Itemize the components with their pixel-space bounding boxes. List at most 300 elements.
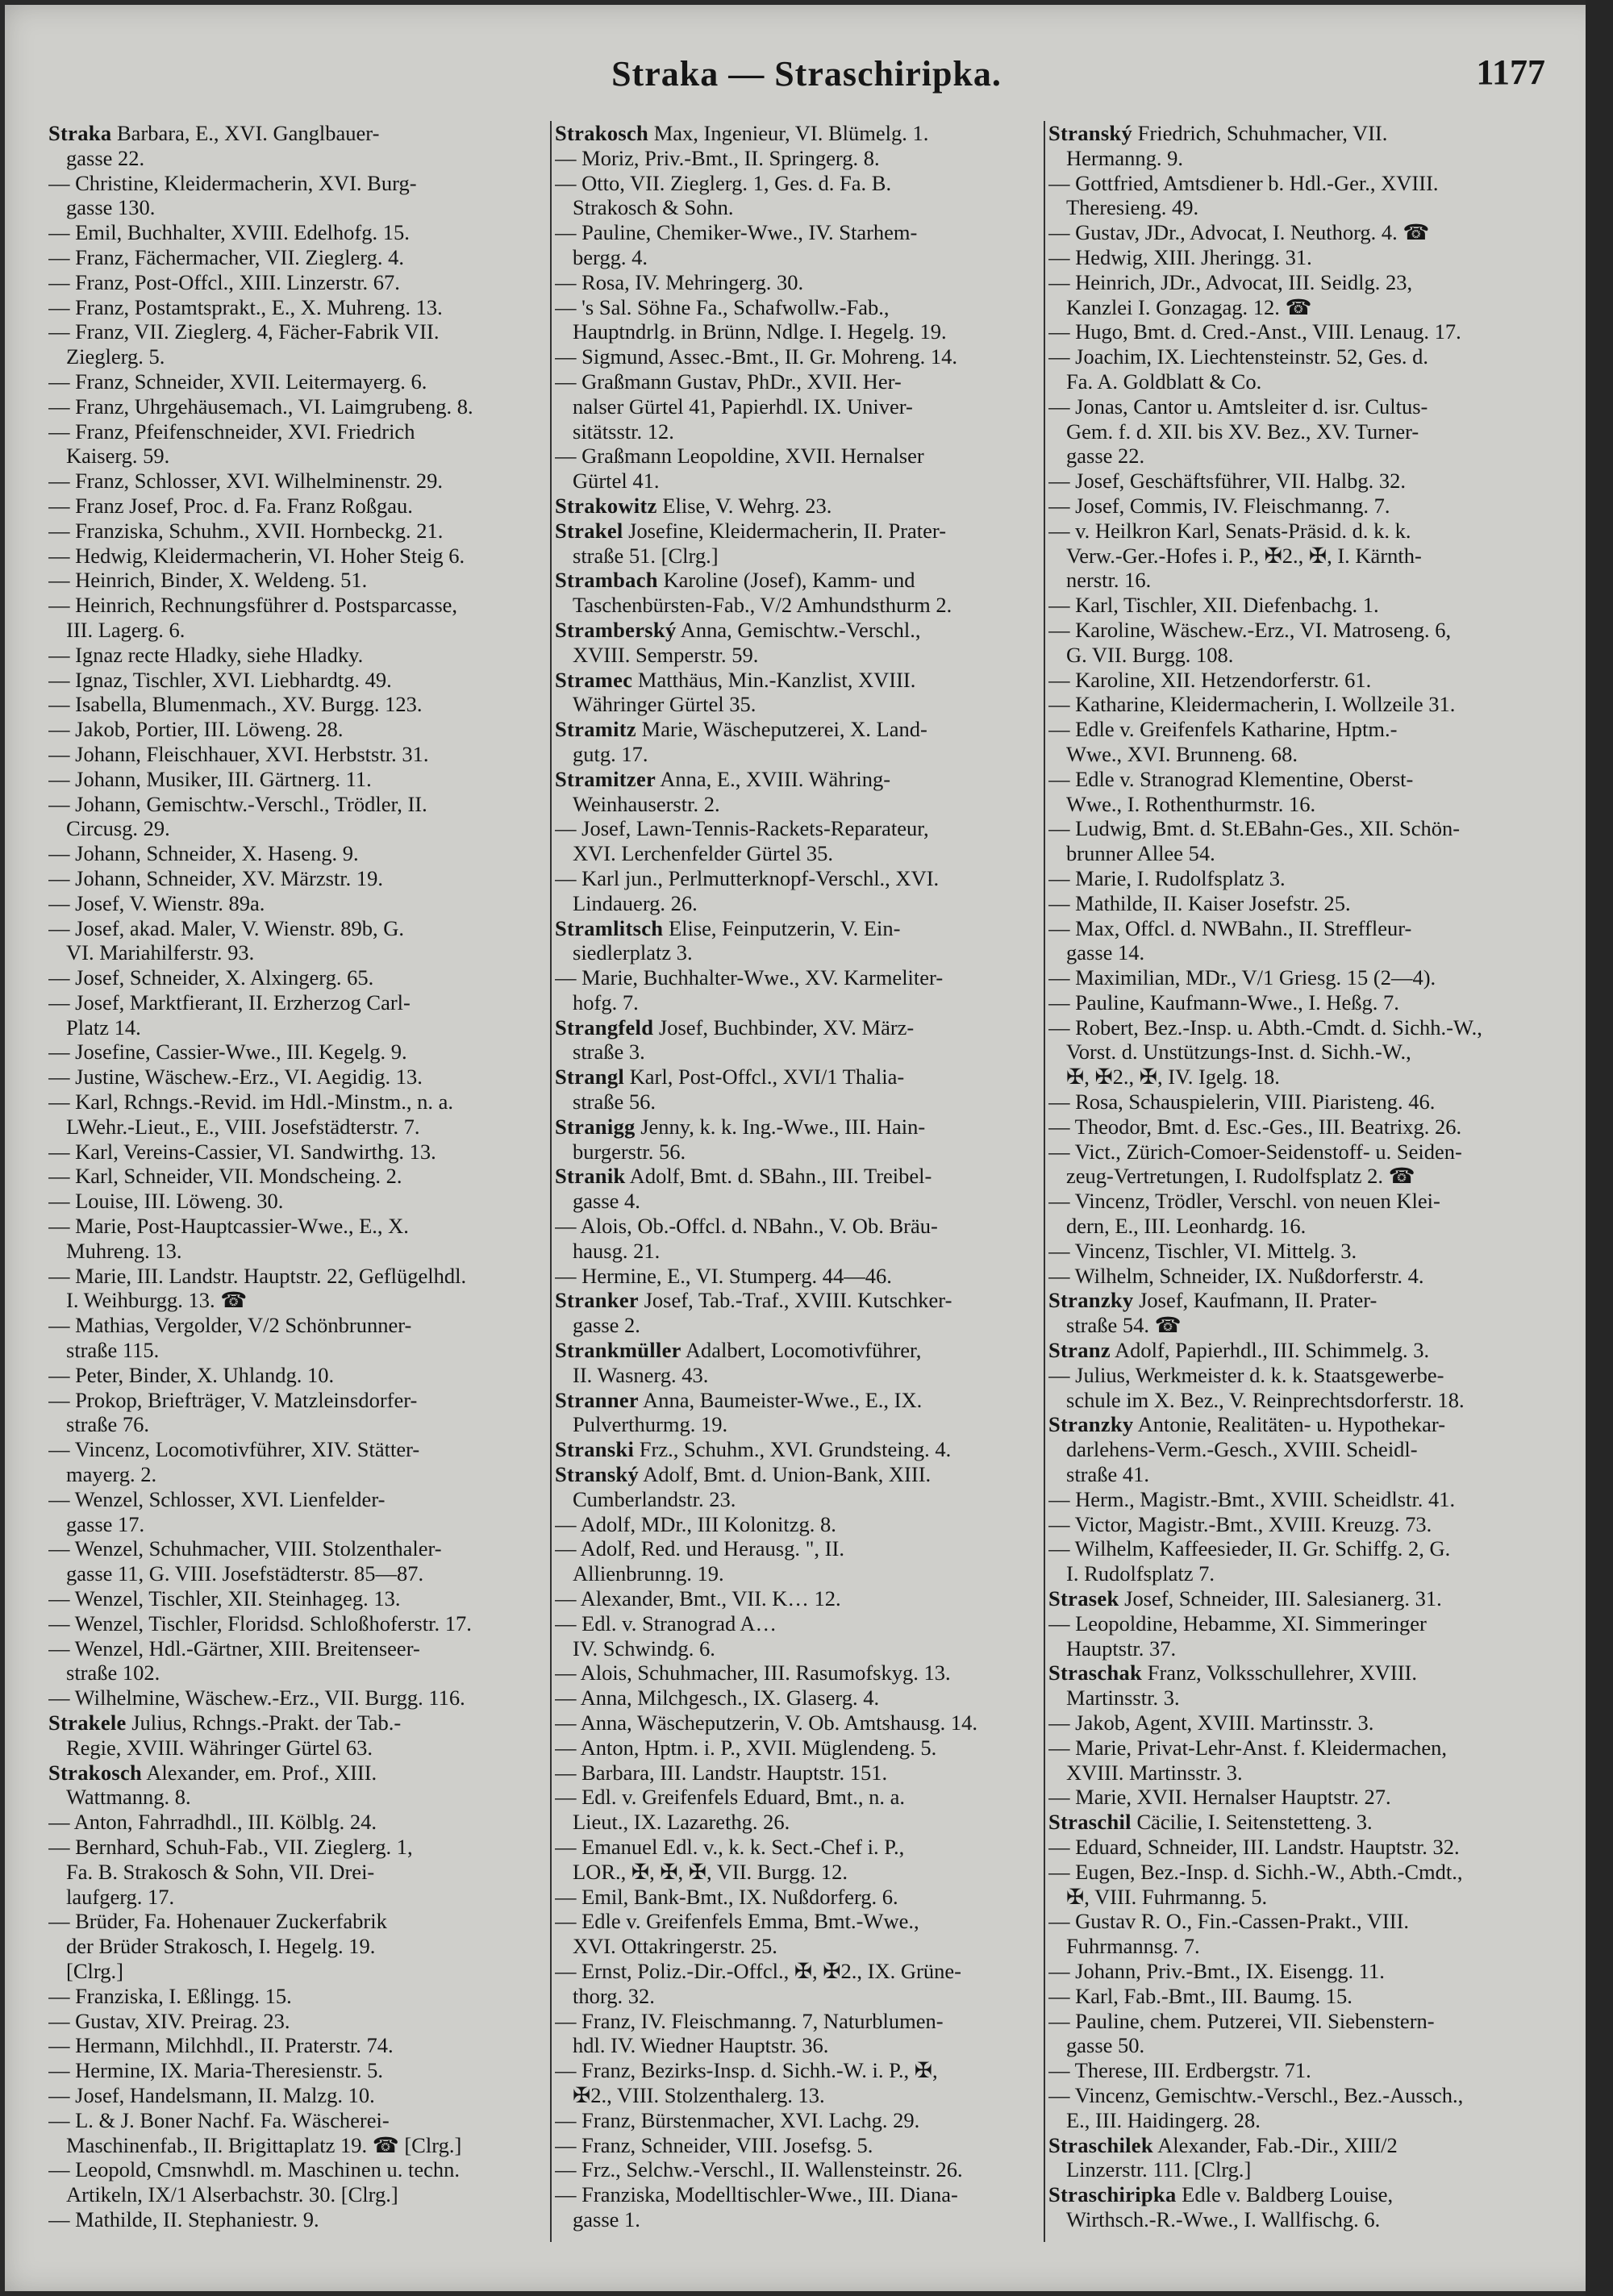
entry-surname: Straschak [1048, 1661, 1143, 1686]
directory-entry-line [555, 1736, 1044, 1761]
entry-continuation-line [1048, 1437, 1537, 1462]
entry-continuation-line [48, 1412, 537, 1437]
entry-continuation-line [48, 940, 537, 965]
entry-continuation-line [1048, 643, 1537, 668]
entry-text: hausg. 21. [573, 1238, 661, 1263]
entry-text: Weinhauserstr. 2. [573, 791, 720, 816]
entry-continuation-line [1048, 1761, 1537, 1786]
entry-text: — Franz, IV. Fleischmanng. 7, Naturblumen- [555, 2008, 944, 2033]
entry-text: — Heinrich, Binder, X. Weldeng. 51. [48, 568, 368, 593]
entry-text: — Franz, Bezirks-Insp. d. Sichh.-W. i. P., ✠, [555, 2058, 938, 2083]
entry-continuation-line [48, 1561, 537, 1586]
entry-text: gasse 1. [573, 2206, 640, 2231]
entry-text: Wwe., XVI. Brunneng. 68. [1066, 741, 1298, 766]
directory-entry-line [555, 2009, 1044, 2034]
entry-text: — Franz, Schneider, VIII. Josefsg. 5. [555, 2132, 873, 2157]
directory-entry-line [555, 1388, 1044, 1413]
directory-entry-line [1048, 171, 1537, 196]
directory-entry-line [48, 295, 537, 320]
entry-text: — Eduard, Schneider, III. Landstr. Hauptstr. 32. [1048, 1834, 1460, 1859]
directory-entry-line [48, 1214, 537, 1239]
entry-text: Hauptstr. 37. [1066, 1636, 1177, 1661]
entry-text: — Jakob, Portier, III. Löweng. 28. [48, 717, 344, 742]
directory-entry-line [1048, 1810, 1537, 1835]
entry-continuation-line [1048, 568, 1537, 593]
entry-continuation-line [555, 643, 1044, 668]
directory-entry-line [555, 1885, 1044, 1910]
entry-text: — Edl. v. Greifenfels Eduard, Bmt., n. a. [555, 1785, 905, 1810]
directory-entry-line [1048, 220, 1537, 245]
entry-text: — Johann, Gemischtw.-Verschl., Trödler, II. [48, 791, 427, 816]
directory-entry-line [48, 1437, 537, 1462]
entry-continuation-line [555, 742, 1044, 767]
directory-entry-line [48, 866, 537, 891]
entry-text: Regie, XVIII. Währinger Gürtel 63. [66, 1735, 373, 1760]
entry-text: — Pauline, Kaufmann-Wwe., I. Heßg. 7. [1048, 990, 1399, 1015]
entry-text: — Gottfried, Amtsdiener b. Hdl.-Ger., XVIII. [1048, 170, 1439, 195]
entry-text: Vorst. d. Unstützungs-Inst. d. Sichh.-W., [1066, 1040, 1411, 1065]
entry-text: — Josef, Commis, IV. Fleischmanng. 7. [1048, 493, 1390, 518]
entry-text: gasse 4. [573, 1189, 640, 1214]
entry-continuation-line [555, 245, 1044, 270]
entry-text: — Pauline, chem. Putzerei, VII. Siebenstern- [1048, 2008, 1435, 2033]
entry-text: ✠, ✠2., ✠, IV. Igelg. 18. [1066, 1065, 1280, 1090]
entry-text: — Anna, Milchgesch., IX. Glaserg. 4. [555, 1686, 880, 1711]
entry-text: Max, Ingenieur, VI. Blümelg. 1. [648, 121, 929, 145]
directory-entry-line [1048, 2058, 1537, 2083]
entry-text: — Franz, Uhrgehäusemach., VI. Laimgrubeng. 8. [48, 394, 473, 419]
directory-entry-line [48, 692, 537, 717]
entry-continuation-line [1048, 419, 1537, 444]
entry-text: — Alexander, Bmt., VII. K… 12. [555, 1586, 841, 1611]
entry-continuation-line [555, 1363, 1044, 1388]
entry-continuation-line [1048, 2157, 1537, 2182]
entry-text: — Jakob, Agent, XVIII. Martinsstr. 3. [1048, 1711, 1374, 1735]
directory-entry-line [1048, 1785, 1537, 1810]
entry-text: III. Lagerg. 6. [66, 617, 185, 642]
entry-continuation-line [1048, 1040, 1537, 1065]
entry-text: Alexander, em. Prof., XIII. [142, 1760, 377, 1785]
entry-text: sitätsstr. 12. [573, 419, 674, 444]
entry-surname: Stranigg [555, 1114, 636, 1139]
directory-entry-line [48, 1487, 537, 1512]
entry-text: — Ignaz, Tischler, XVI. Liebhardtg. 49. [48, 667, 392, 692]
entry-continuation-line [555, 593, 1044, 618]
entry-text: Fuhrmannsg. 7. [1066, 1934, 1200, 1959]
entry-text: E., III. Haidingerg. 28. [1066, 2107, 1261, 2132]
directory-entry-line [555, 1711, 1044, 1736]
column-3 [1048, 121, 1537, 2232]
directory-entry-line [555, 121, 1044, 146]
directory-entry-line [555, 2157, 1044, 2182]
directory-entry-line [48, 767, 537, 792]
entry-continuation-line [555, 940, 1044, 965]
entry-continuation-line [555, 544, 1044, 569]
entry-text: — Rosa, Schauspielerin, VIII. Piaristeng. 46. [1048, 1090, 1436, 1115]
entry-text: — Max, Offcl. d. NWBahn., II. Streffleur- [1048, 915, 1412, 940]
entry-text: — Prokop, Briefträger, V. Matzleinsdorfer- [48, 1387, 418, 1412]
directory-entry-line [555, 1761, 1044, 1786]
entry-text: hofg. 7. [573, 990, 639, 1015]
entry-continuation-line [1048, 1065, 1537, 1090]
entry-continuation-line [48, 1959, 537, 1984]
directory-entry-line [555, 1785, 1044, 1810]
entry-continuation-line [555, 319, 1044, 344]
directory-entry-line [1048, 519, 1537, 544]
directory-entry-line [555, 1586, 1044, 1611]
directory-entry-line [555, 717, 1044, 742]
entry-text: — Franz, VII. Zieglerg. 4, Fächer-Fabrik VII. [48, 319, 440, 344]
entry-continuation-line [555, 1090, 1044, 1115]
directory-entry-line [555, 668, 1044, 693]
entry-text: Jenny, k. k. Ing.-Wwe., III. Hain- [635, 1114, 926, 1139]
directory-entry-line [48, 1686, 537, 1711]
directory-entry-line [48, 841, 537, 866]
entry-text: — Marie, Privat-Lehr-Anst. f. Kleidermachen, [1048, 1735, 1447, 1760]
entry-text: — Josefine, Cassier-Wwe., III. Kegelg. 9. [48, 1040, 407, 1065]
directory-entry-line [1048, 618, 1537, 643]
entry-text: [Clrg.] [66, 1958, 123, 1983]
entry-surname: Stranker [555, 1288, 639, 1313]
entry-text: brunner Allee 54. [1066, 841, 1215, 866]
entry-text: Karoline (Josef), Kamm- und [657, 568, 915, 593]
entry-text: I. Weihburgg. 13. ☎ [66, 1288, 248, 1313]
entry-text: der Brüder Strakosch, I. Hegelg. 19. [66, 1934, 376, 1959]
entry-text: Barbara, E., XVI. Ganglbauer- [111, 121, 380, 145]
entry-text: — Wilhelm, Schneider, IX. Nußdorferstr. 4. [1048, 1263, 1424, 1288]
directory-entry-line [555, 295, 1044, 320]
entry-continuation-line [48, 2182, 537, 2207]
entry-text: gasse 22. [1066, 444, 1145, 469]
entry-text: Adalbert, Locomotivführer, [681, 1338, 922, 1363]
entry-continuation-line [555, 394, 1044, 419]
entry-continuation-line [1048, 1885, 1537, 1910]
entry-text: — Julius, Werkmeister d. k. k. Staatsgewerbe- [1048, 1362, 1444, 1387]
directory-entry-line [555, 1959, 1044, 1984]
entry-continuation-line [555, 1984, 1044, 2009]
directory-entry-line [48, 2108, 537, 2133]
directory-entry-line [48, 245, 537, 270]
entry-text: — Karoline, Wäschew.-Erz., VI. Matroseng. 6, [1048, 617, 1452, 642]
directory-entry-line [1048, 717, 1537, 742]
entry-text: Anna, Baumeister-Wwe., E., IX. [638, 1387, 923, 1412]
entry-text: — Adolf, Red. und Herausg. ", II. [555, 1536, 844, 1561]
entry-text: Theresieng. 49. [1066, 195, 1199, 220]
entry-text: — Josef, Handelsmann, II. Malzg. 10. [48, 2082, 375, 2107]
directory-entry-line [48, 1810, 537, 1835]
entry-text: Anna, E., XVIII. Währing- [656, 766, 891, 791]
entry-text: — Marie, Buchhalter-Wwe., XV. Karmeliter- [555, 965, 944, 990]
entry-text: — Hermann, Milchhdl., II. Praterstr. 74. [48, 2033, 394, 2058]
directory-entry-line [555, 1015, 1044, 1040]
entry-text: straße 76. [66, 1412, 150, 1437]
entry-text: — Gustav R. O., Fin.-Cassen-Prakt., VIII. [1048, 1909, 1410, 1934]
entry-text: Josef, Kaufmann, II. Prater- [1133, 1288, 1378, 1313]
entry-text: — Franz, Schneider, XVII. Leitermayerg. 6. [48, 369, 427, 394]
entry-continuation-line [1048, 792, 1537, 817]
entry-continuation-line [48, 344, 537, 369]
entry-text: G. VII. Burgg. 108. [1066, 642, 1234, 667]
directory-entry-line [1048, 2083, 1537, 2108]
entry-text: — Marie, Post-Hauptcassier-Wwe., E., X. [48, 1214, 409, 1239]
entry-continuation-line [48, 1338, 537, 1363]
entry-text: Muhreng. 13. [66, 1238, 182, 1263]
entry-text: zeug-Vertretungen, I. Rudolfsplatz 2. ☎ [1066, 1164, 1415, 1189]
entry-continuation-line [555, 841, 1044, 866]
entry-surname: Stranik [555, 1164, 626, 1189]
directory-entry-line [555, 568, 1044, 593]
entry-text: straße 54. ☎ [1066, 1313, 1182, 1338]
entry-continuation-line [48, 1885, 537, 1910]
entry-text: Fa. A. Goldblatt & Co. [1066, 369, 1262, 394]
entry-text: Cumberlandstr. 23. [573, 1486, 736, 1511]
directory-entry-line [1048, 2009, 1537, 2034]
directory-entry-line [1048, 394, 1537, 419]
directory-entry-line [48, 2033, 537, 2058]
entry-surname: Straschilek [1048, 2132, 1153, 2157]
directory-entry-line [48, 1761, 537, 1786]
directory-entry-line [48, 1536, 537, 1561]
entry-surname: Strakosch [48, 1760, 143, 1785]
entry-continuation-line [555, 1860, 1044, 1885]
directory-entry-line [555, 1462, 1044, 1487]
entry-text: — Wenzel, Schlosser, XVI. Lienfelder- [48, 1486, 386, 1511]
entry-text: gutg. 17. [573, 741, 648, 766]
entry-text: Elise, Feinputzerin, V. Ein- [663, 915, 901, 940]
entry-text: Wirthsch.-R.-Wwe., I. Wallfischg. 6. [1066, 2206, 1381, 2231]
entry-text: — Wilhelm, Kaffeesieder, II. Gr. Schiffg. 2, G. [1048, 1536, 1451, 1561]
entry-continuation-line [555, 990, 1044, 1015]
entry-text: Matthäus, Min.-Kanzlist, XVIII. [632, 667, 916, 692]
directory-entry-line [1048, 1611, 1537, 1636]
directory-entry-line [48, 319, 537, 344]
entry-continuation-line [555, 2207, 1044, 2232]
entry-text: — Edle v. Greifenfels Katharine, Hptm.- [1048, 717, 1398, 742]
entry-text: Platz 14. [66, 1015, 141, 1040]
entry-text: — Marie, III. Landstr. Hauptstr. 22, Geflügelhdl. [48, 1263, 467, 1288]
directory-entry-line [555, 2058, 1044, 2083]
directory-entry-line [555, 916, 1044, 941]
entry-text: — Mathilde, II. Stephaniestr. 9. [48, 2206, 319, 2231]
entry-continuation-line [555, 1313, 1044, 1338]
directory-entry-line [1048, 494, 1537, 519]
entry-surname: Stranský [1048, 121, 1133, 145]
entry-text: — Anton, Hptm. i. P., XVII. Müglendeng. 5. [555, 1735, 937, 1760]
entry-text: — Sigmund, Assec.-Bmt., II. Gr. Mohreng. 14. [555, 344, 958, 369]
directory-entry-line [1048, 1736, 1537, 1761]
directory-entry-line [48, 394, 537, 419]
entry-continuation-line [555, 419, 1044, 444]
entry-text: — Pauline, Chemiker-Wwe., IV. Starhem- [555, 220, 918, 245]
directory-entry-line [555, 866, 1044, 891]
directory-entry-line [1048, 1536, 1537, 1561]
entry-text: Hermanng. 9. [1066, 145, 1183, 170]
entry-continuation-line [1048, 742, 1537, 767]
entry-text: — Justine, Wäschew.-Erz., VI. Aegidig. 13. [48, 1065, 423, 1090]
directory-entry-line [48, 717, 537, 742]
entry-text: XVIII. Semperstr. 59. [573, 642, 759, 667]
directory-entry-line [555, 1264, 1044, 1289]
entry-text: — Therese, III. Erdbergstr. 71. [1048, 2058, 1311, 2083]
directory-entry-line [555, 618, 1044, 643]
entry-text: — Karl, Rchngs.-Revid. im Hdl.-Minstm., n. a. [48, 1090, 453, 1115]
directory-entry-line [1048, 1661, 1537, 1686]
entry-continuation-line [1048, 2108, 1537, 2133]
entry-text: — Eugen, Bez.-Insp. d. Sichh.-W., Abth.-Cmdt., [1048, 1859, 1463, 1884]
directory-entry-line [48, 1711, 537, 1736]
entry-text: — Franz, Postamtsprakt., E., X. Muhreng. 13. [48, 294, 443, 319]
entry-text: Linzerstr. 111. [Clrg.] [1066, 2157, 1252, 2182]
directory-entry-line [48, 1140, 537, 1165]
entry-text: VI. Mariahilferstr. 93. [66, 940, 255, 965]
entry-continuation-line [1048, 146, 1537, 171]
entry-text: — Adolf, MDr., III Kolonitzg. 8. [555, 1511, 836, 1536]
entry-surname: Stranzky [1048, 1412, 1134, 1437]
entry-text: — Gustav, JDr., Advocat, I. Neuthorg. 4. ☎ [1048, 220, 1430, 245]
directory-entry-line [555, 1437, 1044, 1462]
entry-continuation-line [48, 1462, 537, 1487]
entry-text: — Vict., Zürich-Comoer-Seidenstoff- u. Seiden- [1048, 1139, 1462, 1164]
directory-entry-line [48, 1313, 537, 1338]
column-divider [550, 121, 552, 2242]
directory-entry-line [555, 965, 1044, 990]
entry-text: straße 51. [Clrg.] [573, 543, 719, 568]
entry-text: Strakosch & Sohn. [573, 195, 734, 220]
entry-continuation-line [1048, 369, 1537, 394]
directory-entry-line [1048, 1115, 1537, 1140]
entry-text: Karl, Post-Offcl., XVI/1 Thalia- [624, 1065, 905, 1090]
entry-continuation-line [48, 1015, 537, 1040]
entry-text: Adolf, Bmt. d. SBahn., III. Treibel- [625, 1164, 932, 1189]
entry-text: ✠, VIII. Fuhrmanng. 5. [1066, 1884, 1268, 1909]
directory-entry-line [555, 1288, 1044, 1313]
entry-continuation-line [1048, 2033, 1537, 2058]
entry-surname: Stranner [555, 1387, 639, 1412]
entry-text: LWehr.-Lieut., E., VIII. Josefstädterstr. 7. [66, 1114, 420, 1139]
directory-entry-line [1048, 1090, 1537, 1115]
entry-text: — Theodor, Bmt. d. Esc.-Ges., III. Beatrixg. 26. [1048, 1114, 1462, 1139]
directory-entry-line [48, 2058, 537, 2083]
directory-entry-line [1048, 2182, 1537, 2207]
directory-entry-line [1048, 990, 1537, 1015]
directory-entry-line [555, 270, 1044, 295]
entry-text: gasse 17. [66, 1511, 145, 1536]
entry-text: — Mathias, Vergolder, V/2 Schönbrunner- [48, 1313, 412, 1338]
entry-text: — Karl, Fab.-Bmt., III. Baumg. 15. [1048, 1983, 1353, 2008]
entry-surname: Straka [48, 121, 112, 145]
entry-continuation-line [48, 1288, 537, 1313]
entry-text: — Josef, Geschäftsführer, VII. Halbg. 32. [1048, 469, 1406, 494]
entry-text: XVI. Lerchenfelder Gürtel 35. [573, 841, 834, 866]
entry-text: Hauptndrlg. in Brünn, Ndlge. I. Hegelg. 19. [573, 319, 947, 344]
directory-entry-line [48, 1164, 537, 1189]
entry-continuation-line [555, 2083, 1044, 2108]
directory-entry-line [1048, 1711, 1537, 1736]
column-2 [555, 121, 1044, 2232]
entry-text: — Vincenz, Trödler, Verschl. von neuen Klei- [1048, 1189, 1440, 1214]
entry-continuation-line [48, 195, 537, 220]
entry-text: — Karoline, XII. Hetzendorferstr. 61. [1048, 667, 1372, 692]
entry-surname: Strakel [555, 518, 623, 543]
entry-text: Josef, Schneider, III. Salesianerg. 31. [1119, 1586, 1442, 1611]
directory-entry-line [555, 344, 1044, 369]
directory-entry-line [1048, 767, 1537, 792]
directory-entry-line [555, 2182, 1044, 2207]
entry-text: — Hermine, IX. Maria-Theresienstr. 5. [48, 2058, 384, 2083]
directory-entry-line [1048, 916, 1537, 941]
entry-text: straße 41. [1066, 1462, 1150, 1487]
entry-continuation-line [48, 1860, 537, 1885]
entry-text: Verw.-Ger.-Hofes i. P., ✠2., ✠, I. Kärnth- [1066, 543, 1422, 568]
entry-text: Cäcilie, I. Seitenstetteng. 3. [1131, 1810, 1373, 1835]
directory-entry-line [1048, 1264, 1537, 1289]
directory-entry-line [1048, 1338, 1537, 1363]
entry-continuation-line [555, 1636, 1044, 1661]
directory-entry-line [555, 444, 1044, 469]
entry-text: — Marie, XVII. Hernalser Hauptstr. 27. [1048, 1785, 1391, 1810]
entry-continuation-line [555, 469, 1044, 494]
entry-text: gasse 130. [66, 195, 156, 220]
entry-surname: Stranský [555, 1462, 640, 1487]
directory-entry-line [1048, 965, 1537, 990]
entry-continuation-line [1048, 1561, 1537, 1586]
entry-text: Elise, V. Wehrg. 23. [656, 493, 832, 518]
entry-continuation-line [1048, 1388, 1537, 1413]
entry-text: Martinsstr. 3. [1066, 1686, 1180, 1711]
entry-continuation-line [1048, 940, 1537, 965]
directory-entry-line [1048, 319, 1537, 344]
entry-text: — Anna, Wäscheputzerin, V. Ob. Amtshausg. 14. [555, 1711, 978, 1735]
entry-text: — Johann, Musiker, III. Gärtnerg. 11. [48, 766, 372, 791]
directory-entry-line [1048, 891, 1537, 916]
entry-text: — v. Heilkron Karl, Senats-Präsid. d. k. k. [1048, 518, 1411, 543]
directory-entry-line [1048, 1189, 1537, 1214]
entry-text: — Graßmann Gustav, PhDr., XVII. Her- [555, 369, 902, 394]
entry-text: — Johann, Schneider, XV. Märzstr. 19. [48, 865, 384, 890]
directory-entry-line [48, 1189, 537, 1214]
entry-continuation-line [555, 1487, 1044, 1512]
entry-text: — Edl. v. Stranograd A… [555, 1611, 777, 1636]
entry-text: — Josef, Schneider, X. Alxingerg. 65. [48, 965, 374, 990]
directory-entry-line [48, 568, 537, 593]
entry-text: — Ernst, Poliz.-Dir.-Offcl., ✠, ✠2., IX. Grüne- [555, 1958, 961, 1983]
directory-entry-line [555, 816, 1044, 841]
entry-text: straße 56. [573, 1090, 656, 1115]
entry-continuation-line [1048, 544, 1537, 569]
entry-text: — Franz, Post-Offcl., XIII. Linzerstr. 67. [48, 269, 400, 294]
entry-text: nerstr. 16. [1066, 568, 1152, 593]
entry-text: Gem. f. d. XII. bis XV. Bez., XV. Turner- [1066, 419, 1419, 444]
directory-entry-line [1048, 1860, 1537, 1885]
directory-entry-line [48, 469, 537, 494]
entry-text: Wwe., I. Rothenthurmstr. 16. [1066, 791, 1316, 816]
entry-surname: Stramlitsch [555, 915, 664, 940]
directory-entry-line [48, 2083, 537, 2108]
directory-entry-line [555, 519, 1044, 544]
entry-text: — Josef, Lawn-Tennis-Rackets-Reparateur, [555, 816, 929, 841]
entry-text: — Vincenz, Gemischtw.-Verschl., Bez.-Aussch., [1048, 2082, 1464, 2107]
entry-text: — Anton, Fahrradhdl., III. Kölblg. 24. [48, 1810, 377, 1835]
entry-text: — Hedwig, Kleidermacherin, VI. Hoher Steig 6. [48, 543, 465, 568]
page-title: Straka — Straschiripka. [611, 54, 1002, 94]
entry-text: gasse 50. [1066, 2033, 1145, 2058]
entry-surname: Straschiripka [1048, 2182, 1177, 2207]
entry-text: gasse 2. [573, 1313, 640, 1338]
entry-continuation-line [1048, 1214, 1537, 1239]
entry-text: — Franz, Fächermacher, VII. Zieglerg. 4. [48, 244, 404, 269]
entry-text: — Franziska, Modelltischler-Wwe., III. Diana- [555, 2182, 958, 2207]
entry-continuation-line [555, 792, 1044, 817]
